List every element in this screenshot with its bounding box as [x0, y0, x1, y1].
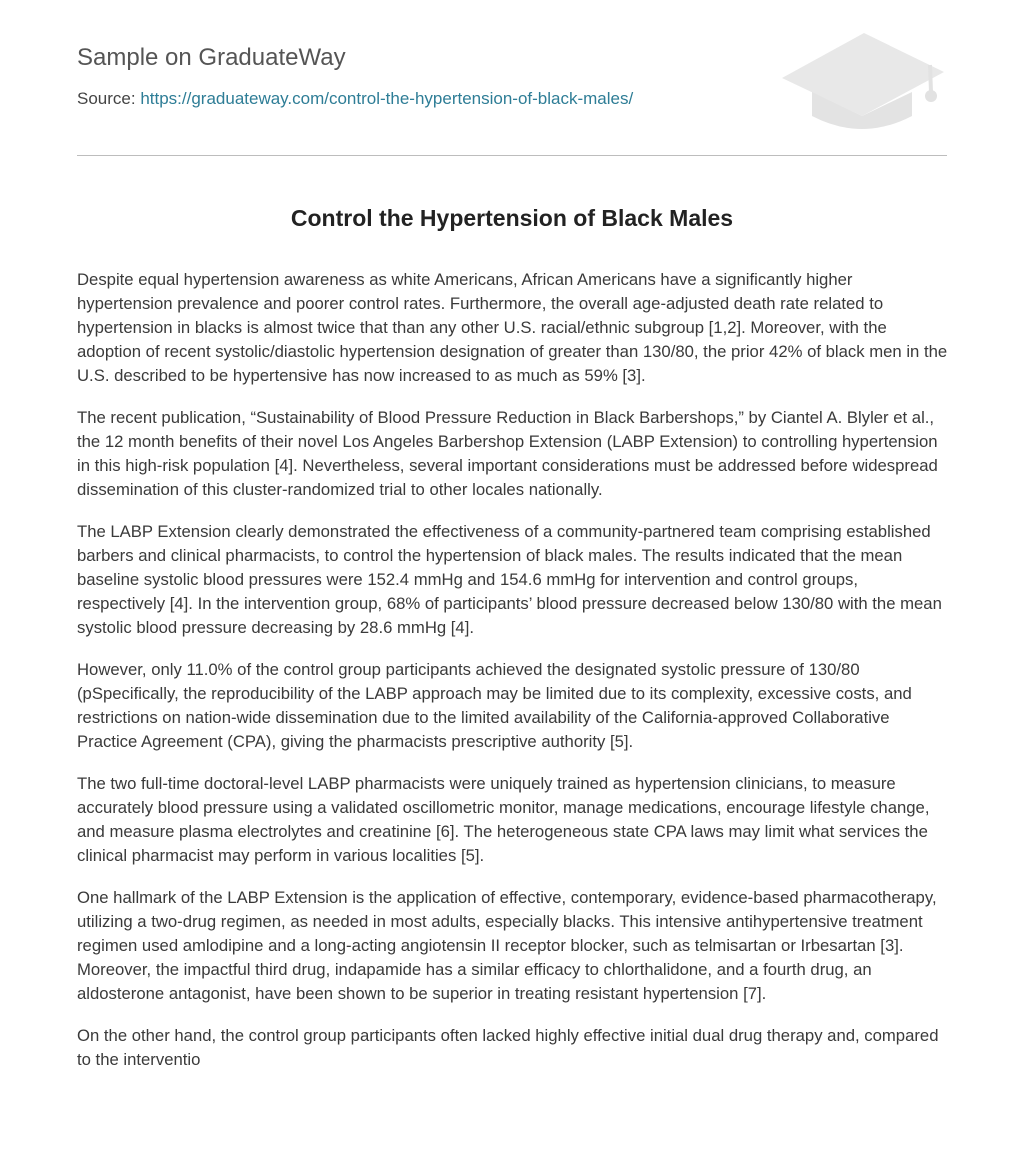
header-divider [77, 155, 947, 156]
source-line [77, 89, 633, 109]
article-title: Control the Hypertension of Black Males [290, 205, 734, 231]
article-paragraph: One hallmark of the LABP Extension is the application of effective, contemporary, evidence-based pharmacotherapy, utilizing a two-drug regimen, as needed in most adults, especially blacks. This intensive antihypertensive treatment regimen used amlodipine and a long-acting angiotensin II receptor blocker, such as telmisartan or Irbesartan [3]. Moreover, the impactful third drug, indapamide has a similar efficacy to chlorthalidone, and a fourth drug, an aldosterone antagonist, have been shown to be superior in treating resistant hypertension [7]. [77, 888, 937, 1003]
article-body [77, 268, 949, 1090]
page-header [77, 0, 947, 156]
article-paragraph: The recent publication, “Sustainability of Blood Pressure Reduction in Black Barbershops,” by Ciantel A. Blyler et al., the 12 month benefits of their novel Los Angeles Barbershop Extension (LABP Extension) to controlling hypertension in this high-risk population [4]. Nevertheless, several important considerations must be addressed before widespread dissemination of this cluster-randomized trial to other locales nationally. [77, 408, 938, 499]
article-paragraph: On the other hand, the control group participants often lacked highly effective initial dual drug therapy and, compared to the interventio [77, 1026, 939, 1069]
site-name: Sample on GraduateWay [77, 44, 346, 71]
source-link[interactable]: https://graduateway.com/control-the-hypertension-of-black-males/ [140, 89, 634, 108]
article-paragraph: The LABP Extension clearly demonstrated the effectiveness of a community-partnered team comprising established barbers and clinical pharmacists, to control the hypertension of black males. The results indicated that the mean baseline systolic blood pressures were 152.4 mmHg and 154.6 mmHg for intervention and control groups, respectively [4]. In the intervention group, 68% of participants’ blood pressure decreased below 130/80 with the mean systolic blood pressure decreasing by 28.6 mmHg [4]. [77, 522, 942, 637]
graduation-cap-icon [780, 30, 946, 134]
source-label: Source: [77, 89, 141, 108]
article-paragraph: The two full-time doctoral-level LABP pharmacists were uniquely trained as hypertension clinicians, to measure accurately blood pressure using a validated oscillometric monitor, manage medications, encourage lifestyle change, and measure plasma electrolytes and creatinine [6]. The heterogeneous state CPA laws may limit what services the clinical pharmacist may perform in various localities [5]. [77, 774, 930, 865]
article-paragraph: Despite equal hypertension awareness as white Americans, African Americans have a significantly higher hypertension prevalence and poorer control rates. Furthermore, the overall age-adjusted death rate related to hypertension in blacks is almost twice that than any other U.S. racial/ethnic subgroup [1,2]. Moreover, with the adoption of recent systolic/diastolic hypertension designation of greater than 130/80, the prior 42% of black men in the U.S. described to be hypertensive has now increased to as much as 59% [3]. [77, 270, 948, 385]
article-paragraph: However, only 11.0% of the control group participants achieved the designated systolic pressure of 130/80 (pSpecifically, the reproducibility of the LABP approach may be limited due to its complexity, excessive costs, and restrictions on nation-wide dissemination due to the limited availability of the California-approved Collaborative Practice Agreement (CPA), giving the pharmacists prescriptive authority [5]. [77, 660, 912, 751]
